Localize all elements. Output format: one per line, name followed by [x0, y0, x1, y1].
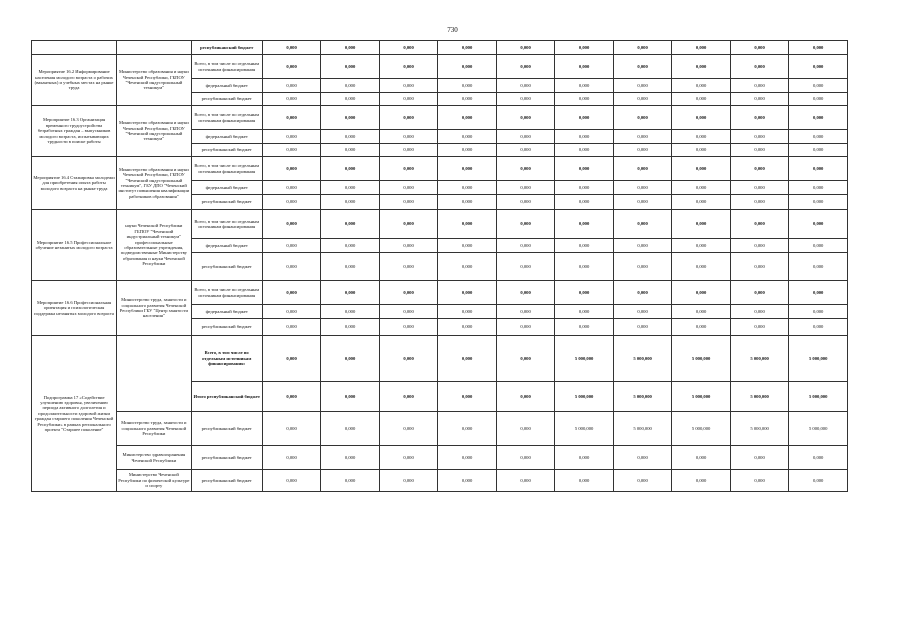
source-label: республиканский бюджет	[191, 144, 262, 157]
value-cell: 0,000	[262, 195, 321, 210]
value-cell: 0,000	[379, 470, 438, 492]
value-cell: 0,000	[321, 181, 380, 195]
value-cell: 0,000	[555, 181, 614, 195]
value-cell: 0,000	[730, 195, 789, 210]
value-cell: 0,000	[379, 210, 438, 239]
value-cell: 0,000	[379, 130, 438, 144]
value-cell: 0,000	[321, 79, 380, 93]
value-cell: 0,000	[321, 336, 380, 382]
value-cell: 0,000	[496, 446, 555, 470]
value-cell: 0,000	[496, 93, 555, 106]
value-cell: 0,000	[789, 195, 848, 210]
value-cell: 0,000	[672, 106, 731, 130]
value-cell: 0,000	[438, 412, 497, 446]
value-cell: 0,000	[555, 130, 614, 144]
value-cell: 0,000	[379, 412, 438, 446]
value-cell: 0,000	[262, 281, 321, 305]
value-cell: 0,000	[789, 239, 848, 253]
value-cell: 0,000	[496, 412, 555, 446]
value-cell: 0,000	[730, 106, 789, 130]
value-cell: 0,000	[262, 382, 321, 412]
value-cell: 0,000	[438, 130, 497, 144]
measure-name: Мероприятие 16.5 Профессиональное обучение незанятых молодого возраста	[32, 210, 117, 281]
value-cell: 0,000	[379, 281, 438, 305]
table-row	[32, 55, 848, 79]
value-cell: 0,000	[321, 195, 380, 210]
measure-name: Мероприятие 16.6 Профессиональная ориентация и психологическая поддержка незанятых молодого возраста	[32, 281, 117, 336]
value-cell: 0,000	[321, 144, 380, 157]
value-cell: 0,000	[379, 157, 438, 181]
measure-name: Мероприятие 16.3 Организация временного трудоустройства безработных граждан – выпускников молодого возраста, испытывающих трудности в поиске работы	[32, 106, 117, 157]
value-cell: 0,000	[555, 93, 614, 106]
value-cell: 5 000,000	[789, 336, 848, 382]
value-cell: 0,000	[555, 41, 614, 55]
table-row	[32, 281, 848, 305]
value-cell: 0,000	[379, 446, 438, 470]
table-row	[32, 157, 848, 181]
value-cell: 0,000	[379, 305, 438, 319]
value-cell: 0,000	[321, 41, 380, 55]
value-cell: 0,000	[672, 319, 731, 336]
value-cell: 0,000	[438, 157, 497, 181]
value-cell: 0,000	[496, 79, 555, 93]
value-cell: 0,000	[262, 181, 321, 195]
value-cell: 0,000	[379, 93, 438, 106]
value-cell: 0,000	[613, 305, 672, 319]
value-cell: 0,000	[730, 281, 789, 305]
value-cell: 5 000,000	[672, 382, 731, 412]
value-cell: 0,000	[438, 210, 497, 239]
value-cell: 0,000	[496, 55, 555, 79]
value-cell: 0,000	[613, 181, 672, 195]
source-label: федеральный бюджет	[191, 181, 262, 195]
value-cell: 0,000	[438, 470, 497, 492]
source-label: Всего, в том числе по отдельным источникам финансирования	[191, 55, 262, 79]
value-cell: 0,000	[730, 446, 789, 470]
value-cell: 0,000	[613, 93, 672, 106]
executor-name: Министерство труда, занятости и социального развития Чеченской Республики ГБУ "Центр занятости населения"	[117, 281, 191, 336]
value-cell: 0,000	[789, 130, 848, 144]
value-cell: 5 000,000	[730, 412, 789, 446]
value-cell: 0,000	[438, 319, 497, 336]
executor-name: Министерство труда, занятости и социального развития Чеченской Республики	[117, 412, 191, 446]
value-cell: 0,000	[321, 106, 380, 130]
value-cell: 0,000	[730, 144, 789, 157]
source-label: республиканский бюджет	[191, 470, 262, 492]
value-cell: 0,000	[672, 181, 731, 195]
value-cell: 0,000	[730, 305, 789, 319]
value-cell: 0,000	[730, 181, 789, 195]
value-cell: 0,000	[555, 79, 614, 93]
value-cell: 0,000	[321, 446, 380, 470]
value-cell: 0,000	[262, 470, 321, 492]
value-cell: 0,000	[379, 253, 438, 281]
value-cell: 0,000	[496, 195, 555, 210]
executor-cell	[117, 41, 191, 55]
executor-name: Министерство образования и науки Чеченской Республики, ГБПОУ "Чеченский индустриальный техникум"	[117, 106, 191, 157]
value-cell: 0,000	[789, 181, 848, 195]
page-number: 730	[447, 26, 458, 34]
value-cell: 0,000	[438, 382, 497, 412]
source-label: Всего, в том числе по отдельным источникам финансирования:	[191, 336, 262, 382]
value-cell: 5 000,000	[555, 382, 614, 412]
value-cell: 0,000	[730, 319, 789, 336]
source-label: республиканский бюджет	[191, 319, 262, 336]
value-cell: 0,000	[613, 253, 672, 281]
value-cell: 0,000	[730, 239, 789, 253]
value-cell: 0,000	[672, 55, 731, 79]
value-cell: 0,000	[496, 305, 555, 319]
table-row	[32, 41, 848, 55]
value-cell: 0,000	[438, 41, 497, 55]
value-cell: 0,000	[613, 470, 672, 492]
value-cell: 0,000	[555, 446, 614, 470]
table-row	[32, 336, 848, 382]
value-cell: 5 000,000	[730, 382, 789, 412]
value-cell: 0,000	[496, 157, 555, 181]
measure-name: Мероприятие 16.4 Стажировка молодежи для приобретения опыта работы молодого возраста на рынке труда	[32, 157, 117, 210]
value-cell: 0,000	[555, 305, 614, 319]
value-cell: 0,000	[555, 144, 614, 157]
value-cell: 0,000	[789, 281, 848, 305]
value-cell: 0,000	[613, 446, 672, 470]
value-cell: 0,000	[789, 305, 848, 319]
source-label: федеральный бюджет	[191, 130, 262, 144]
value-cell: 0,000	[613, 41, 672, 55]
source-label: Всего, в том числе по отдельным источникам финансирования	[191, 281, 262, 305]
table-row	[32, 412, 848, 446]
value-cell: 0,000	[730, 79, 789, 93]
budget-table	[31, 40, 848, 492]
value-cell: 0,000	[379, 79, 438, 93]
value-cell: 0,000	[789, 319, 848, 336]
source-label: федеральный бюджет	[191, 79, 262, 93]
value-cell: 0,000	[438, 305, 497, 319]
source-label: республиканский бюджет	[191, 412, 262, 446]
value-cell: 5 000,000	[613, 336, 672, 382]
value-cell: 0,000	[262, 305, 321, 319]
value-cell: 0,000	[555, 106, 614, 130]
value-cell: 0,000	[379, 382, 438, 412]
value-cell: 0,000	[262, 55, 321, 79]
value-cell: 0,000	[496, 181, 555, 195]
value-cell: 0,000	[789, 79, 848, 93]
executor-name: Министерство Чеченской Республики по физической культуре и спорту	[117, 470, 191, 492]
value-cell: 0,000	[789, 470, 848, 492]
value-cell: 0,000	[613, 210, 672, 239]
table-row	[32, 106, 848, 130]
source-label: республиканский бюджет	[191, 93, 262, 106]
value-cell: 0,000	[438, 253, 497, 281]
value-cell: 0,000	[730, 93, 789, 106]
table-row	[32, 446, 848, 470]
source-label: республиканский бюджет	[191, 195, 262, 210]
value-cell: 0,000	[730, 470, 789, 492]
value-cell: 0,000	[438, 446, 497, 470]
source-label: федеральный бюджет	[191, 305, 262, 319]
value-cell: 0,000	[379, 144, 438, 157]
source-label: федеральный бюджет	[191, 239, 262, 253]
value-cell: 0,000	[789, 55, 848, 79]
value-cell: 0,000	[379, 55, 438, 79]
value-cell: 5 000,000	[555, 412, 614, 446]
value-cell: 0,000	[262, 144, 321, 157]
value-cell: 0,000	[321, 93, 380, 106]
value-cell: 0,000	[672, 144, 731, 157]
value-cell: 0,000	[496, 470, 555, 492]
value-cell: 0,000	[262, 319, 321, 336]
value-cell: 0,000	[262, 130, 321, 144]
value-cell: 0,000	[672, 470, 731, 492]
value-cell: 0,000	[672, 305, 731, 319]
value-cell: 0,000	[496, 253, 555, 281]
value-cell: 0,000	[262, 106, 321, 130]
value-cell: 0,000	[496, 239, 555, 253]
value-cell: 0,000	[555, 319, 614, 336]
executor-name: Министерство образования и науки Чеченской Республики, ГБПОУ "Чеченский индустриальный техникум", ГБУ ДПО "Чеченский институт повышения квалификации работников образования"	[117, 157, 191, 210]
value-cell: 0,000	[321, 210, 380, 239]
source-label: Итого республиканский бюджет	[191, 382, 262, 412]
value-cell: 5 000,000	[613, 382, 672, 412]
value-cell: 0,000	[789, 210, 848, 239]
source-label: Всего, в том числе по отдельным источникам финансирования	[191, 210, 262, 239]
value-cell: 0,000	[321, 305, 380, 319]
value-cell: 0,000	[321, 157, 380, 181]
value-cell: 0,000	[672, 93, 731, 106]
value-cell: 0,000	[321, 281, 380, 305]
value-cell: 0,000	[262, 446, 321, 470]
value-cell: 0,000	[379, 336, 438, 382]
table-row	[32, 470, 848, 492]
table-row	[32, 210, 848, 239]
value-cell: 0,000	[321, 412, 380, 446]
value-cell: 0,000	[321, 319, 380, 336]
value-cell: 0,000	[672, 446, 731, 470]
value-cell: 5 000,000	[672, 336, 731, 382]
value-cell: 0,000	[789, 253, 848, 281]
value-cell: 0,000	[555, 470, 614, 492]
value-cell: 0,000	[555, 195, 614, 210]
value-cell: 0,000	[613, 79, 672, 93]
value-cell: 0,000	[613, 239, 672, 253]
value-cell: 0,000	[438, 106, 497, 130]
value-cell: 0,000	[496, 319, 555, 336]
value-cell: 0,000	[789, 93, 848, 106]
value-cell: 5 000,000	[613, 412, 672, 446]
value-cell: 0,000	[321, 239, 380, 253]
value-cell: 0,000	[262, 239, 321, 253]
value-cell: 0,000	[321, 470, 380, 492]
value-cell: 0,000	[613, 157, 672, 181]
value-cell: 0,000	[321, 382, 380, 412]
measure-cell	[32, 41, 117, 55]
source-label: Всего, в том числе по отдельным источникам финансирования	[191, 106, 262, 130]
value-cell: 0,000	[438, 195, 497, 210]
value-cell: 0,000	[496, 281, 555, 305]
value-cell: 0,000	[672, 253, 731, 281]
value-cell: 0,000	[730, 157, 789, 181]
value-cell: 0,000	[379, 239, 438, 253]
value-cell: 0,000	[496, 144, 555, 157]
value-cell: 0,000	[672, 210, 731, 239]
value-cell: 0,000	[730, 41, 789, 55]
value-cell: 0,000	[613, 130, 672, 144]
source-label: республиканский бюджет	[191, 253, 262, 281]
value-cell: 0,000	[496, 106, 555, 130]
value-cell: 0,000	[438, 93, 497, 106]
value-cell: 0,000	[672, 130, 731, 144]
source-label: республиканский бюджет	[191, 41, 262, 55]
value-cell: 0,000	[555, 253, 614, 281]
value-cell: 0,000	[262, 336, 321, 382]
value-cell: 0,000	[613, 144, 672, 157]
value-cell: 0,000	[730, 130, 789, 144]
value-cell: 0,000	[555, 239, 614, 253]
value-cell: 0,000	[672, 41, 731, 55]
source-label: республиканский бюджет	[191, 446, 262, 470]
value-cell: 0,000	[321, 253, 380, 281]
value-cell: 0,000	[789, 144, 848, 157]
value-cell: 0,000	[496, 210, 555, 239]
value-cell: 0,000	[438, 144, 497, 157]
value-cell: 0,000	[613, 195, 672, 210]
value-cell: 0,000	[321, 130, 380, 144]
value-cell: 0,000	[730, 55, 789, 79]
value-cell: 5 000,000	[789, 412, 848, 446]
value-cell: 0,000	[262, 41, 321, 55]
value-cell: 0,000	[438, 281, 497, 305]
value-cell: 0,000	[379, 319, 438, 336]
value-cell: 0,000	[262, 253, 321, 281]
executor-name: Министерство образования и науки Чеченской Республики, ГБПОУ "Чеченский индустриальный техникум"	[117, 55, 191, 106]
value-cell: 0,000	[613, 319, 672, 336]
value-cell: 0,000	[672, 281, 731, 305]
executor-cell	[117, 336, 191, 412]
value-cell: 0,000	[262, 79, 321, 93]
value-cell: 0,000	[613, 55, 672, 79]
value-cell: 0,000	[438, 55, 497, 79]
value-cell: 0,000	[789, 446, 848, 470]
value-cell: 0,000	[496, 382, 555, 412]
source-label: Всего, в том числе по отдельным источникам финансирования	[191, 157, 262, 181]
value-cell: 0,000	[555, 157, 614, 181]
executor-name: науки Чеченской Республики ГБПОУ "Чеченский индустриальный техникум" профессиональные образовательные учреждения, подведомственные Министерству образования и науки Чеченской Республики	[117, 210, 191, 281]
value-cell: 0,000	[672, 239, 731, 253]
value-cell: 0,000	[379, 181, 438, 195]
value-cell: 0,000	[555, 55, 614, 79]
value-cell: 0,000	[789, 41, 848, 55]
value-cell: 5 000,000	[789, 382, 848, 412]
value-cell: 0,000	[789, 106, 848, 130]
value-cell: 0,000	[672, 79, 731, 93]
value-cell: 0,000	[555, 210, 614, 239]
value-cell: 0,000	[438, 336, 497, 382]
value-cell: 0,000	[496, 336, 555, 382]
value-cell: 0,000	[730, 210, 789, 239]
value-cell: 0,000	[321, 55, 380, 79]
value-cell: 5 000,000	[730, 336, 789, 382]
value-cell: 0,000	[496, 130, 555, 144]
value-cell: 5 000,000	[672, 412, 731, 446]
value-cell: 0,000	[730, 253, 789, 281]
value-cell: 0,000	[438, 181, 497, 195]
value-cell: 0,000	[613, 281, 672, 305]
value-cell: 0,000	[379, 41, 438, 55]
value-cell: 0,000	[438, 79, 497, 93]
value-cell: 0,000	[613, 106, 672, 130]
executor-name: Министерство здравоохранения Чеченской Республики	[117, 446, 191, 470]
value-cell: 0,000	[262, 210, 321, 239]
value-cell: 0,000	[379, 195, 438, 210]
value-cell: 5 000,000	[555, 336, 614, 382]
value-cell: 0,000	[438, 239, 497, 253]
value-cell: 0,000	[672, 157, 731, 181]
value-cell: 0,000	[555, 281, 614, 305]
value-cell: 0,000	[262, 157, 321, 181]
subprogram-name: Подпрограмма 17 «Содействие улучшению здоровья, увеличению периода активного долголетия и продолжительности здоровой жизни граждан старшего поколения Чеченской Республики» в рамках регионального проекта "Старшее поколение"	[32, 336, 117, 492]
value-cell: 0,000	[496, 41, 555, 55]
value-cell: 0,000	[262, 93, 321, 106]
measure-name: Мероприятие 16.2 Информирование населения молодого возраста о рабочих (вакантных) и учебных местах на рынке труда	[32, 55, 117, 106]
value-cell: 0,000	[379, 106, 438, 130]
value-cell: 0,000	[672, 195, 731, 210]
value-cell: 0,000	[262, 412, 321, 446]
value-cell: 0,000	[789, 157, 848, 181]
